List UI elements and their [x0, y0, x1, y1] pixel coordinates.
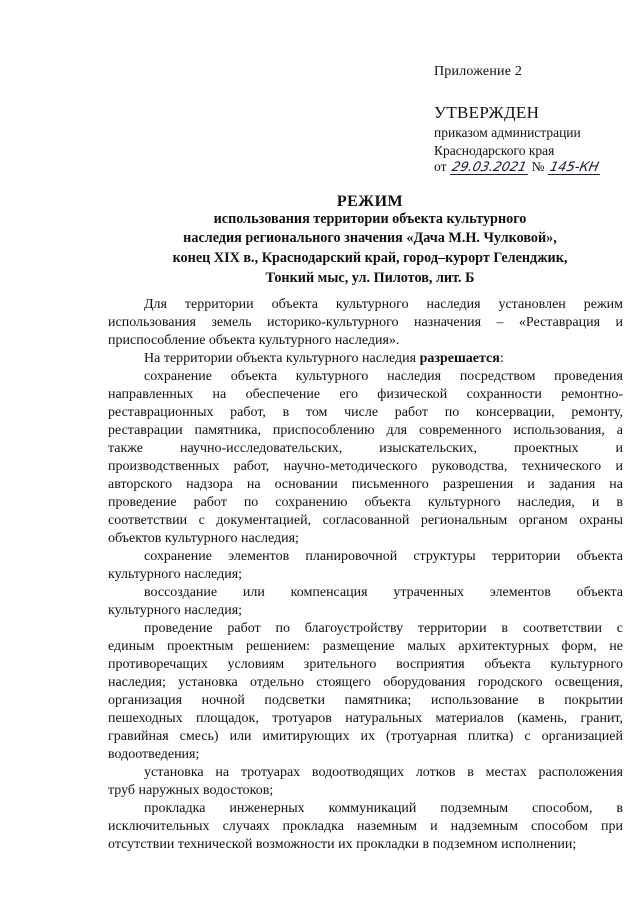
body-line: авторского надзора на основании письменного разрешения и задания на — [108, 477, 623, 492]
body-line: водоотведения; — [108, 747, 200, 762]
body-line: проведение работ по благоустройству территории в соответствии с — [144, 621, 623, 636]
body-line: культурного наследия; — [108, 603, 243, 618]
body-line: проведение работ по сохранению объекта культурного наследия, и в — [108, 495, 623, 510]
body-line: также научно-исследовательских, изыскательских, проектных и — [108, 441, 623, 456]
approved-by-line-1: приказом администрации — [434, 125, 581, 140]
body-line: производственных работ, научно-методического руководства, технического и — [108, 459, 623, 474]
body-line: труб наружных водостоков; — [108, 783, 274, 798]
document-title: РЕЖИМ — [336, 193, 404, 210]
appendix-label: Приложение 2 — [434, 64, 523, 79]
order-date-underline — [450, 159, 528, 175]
order-from-label: от — [434, 159, 447, 174]
order-number-handwritten: 145-КН — [548, 160, 601, 175]
body-line: прокладка инженерных коммуникаций подземным способом, в — [144, 801, 623, 816]
body-line: исключительных случаях прокладка наземным и надземным способом при — [108, 819, 623, 834]
body-line: приспособление объекта культурного наследия». — [108, 333, 400, 348]
order-line — [434, 159, 600, 175]
document-subtitle-line-4: Тонкий мыс, ул. Пилотов, лит. Б — [265, 270, 475, 286]
body-line: направленных на обеспечение его физической сохранности ремонтно- — [108, 387, 623, 402]
body-line: противоречащих условиям зрительного восприятия объекта культурного — [108, 657, 623, 672]
document-subtitle-line-3: конец XIX в., Краснодарский край, город–курорт Геленджик, — [172, 250, 568, 266]
body-line: сохранение объекта культурного наследия посредством проведения — [144, 369, 623, 384]
body-line: организация ночной подсветки памятника; использование в покрытии — [108, 693, 623, 708]
body-line: реставрационных работ, в том числе работ по консервации, ремонту, — [108, 405, 623, 420]
body-line: сохранение элементов планировочной структуры территории объекта — [144, 549, 623, 564]
permitted-intro-line — [144, 350, 623, 368]
body-line: культурного наследия; — [108, 567, 243, 582]
document-subtitle-line-1: использования территории объекта культурного — [213, 211, 527, 227]
order-number-underline — [548, 159, 601, 175]
body-line: использования земель историко-культурного назначения – «Реставрация и — [108, 315, 623, 330]
order-date-handwritten: 29.03.2021 — [450, 160, 528, 175]
body-line: объектов культурного наследия; — [108, 531, 299, 546]
body-line: единым проектным решением: размещение малых архитектурных форм, не — [108, 639, 623, 654]
body-line: установка на тротуарах водоотводящих лотков в местах расположения — [144, 765, 623, 780]
permitted-keyword: разрешается — [419, 351, 500, 366]
order-number-label: № — [531, 159, 545, 174]
body-line: воссоздание или компенсация утраченных элементов объекта — [144, 585, 623, 600]
approved-heading: УТВЕРЖДЕН — [434, 103, 540, 122]
body-line: наследия; установка отдельно стоящего оборудования городского освещения, — [108, 675, 623, 690]
document-subtitle-line-2: наследия регионального значения «Дача М.Н. Чулковой», — [183, 230, 557, 246]
permitted-intro-text: На территории объекта культурного наследия — [144, 351, 417, 366]
body-line: реставрации памятника, приспособлению для современного использования, а — [108, 423, 623, 438]
body-line: пешеходных площадок, тротуаров натуральных материалов (камень, гранит, — [108, 711, 623, 726]
approved-by-line-2: Краснодарского края — [434, 143, 555, 158]
body-line: отсутствии технической возможности их прокладки в подземном исполнении; — [108, 837, 577, 852]
body-line: гравийная смесь) или имитирующих их (тротуарная плитка) с организацией — [108, 729, 623, 744]
body-line: Для территории объекта культурного наследия установлен режим — [144, 297, 623, 312]
body-line: соответствии с документацией, согласованной региональным органом охраны — [108, 513, 623, 528]
permitted-colon: : — [499, 351, 504, 366]
